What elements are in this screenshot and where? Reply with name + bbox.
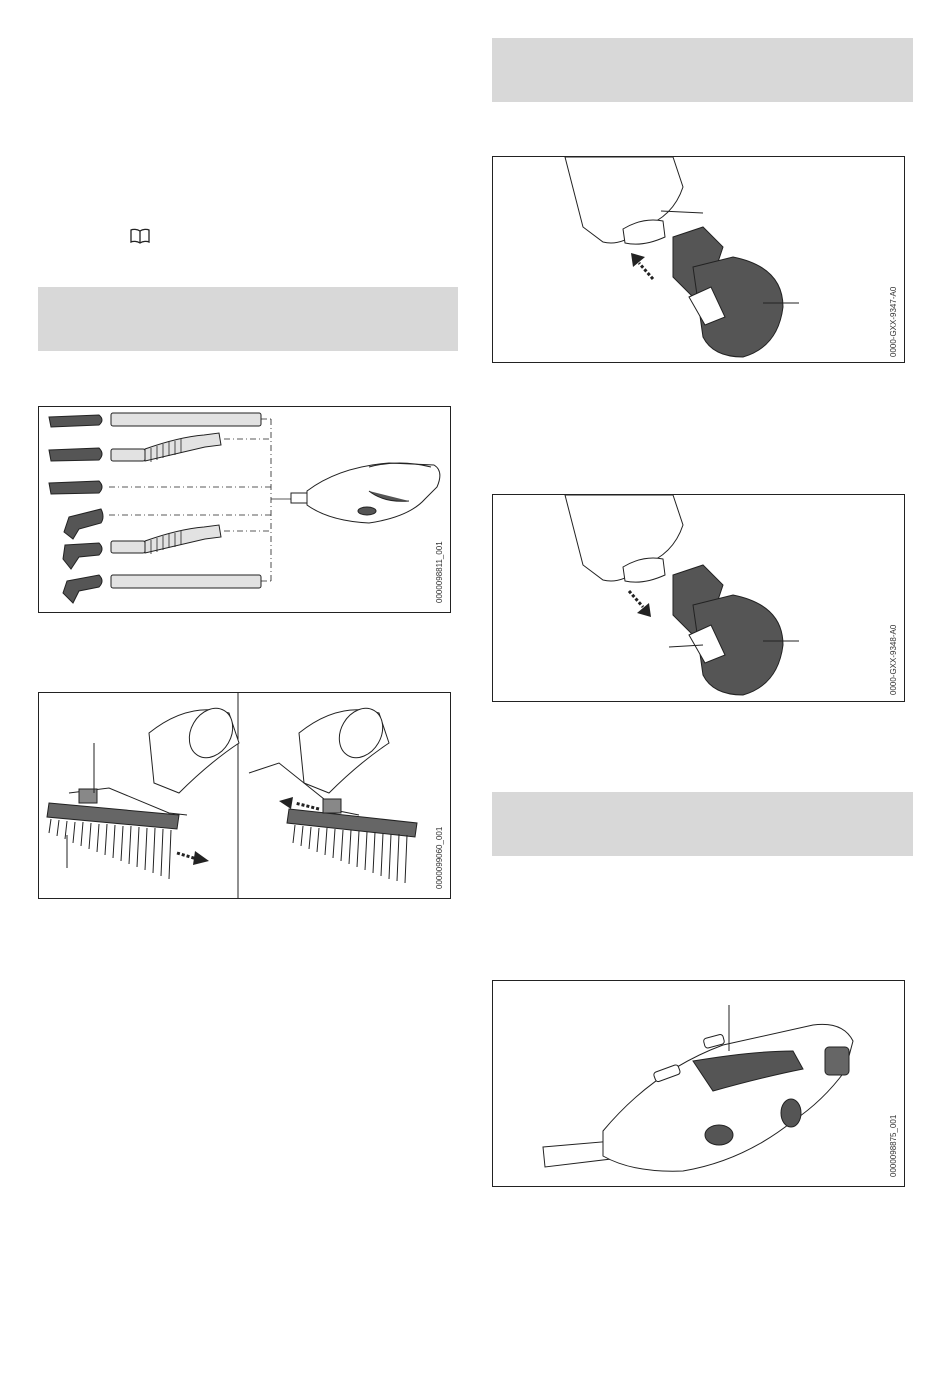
section-heading-band [492,792,913,856]
battery-remove-illustration [493,495,904,701]
figure-code: 0000-GXX-9348-A0 [889,624,898,695]
book-icon [130,228,150,244]
figure-code: 0000-GXX-9347-A0 [889,286,898,357]
brush-figure [38,692,451,899]
section-heading-band [492,38,913,102]
brush-attach-illustration [39,693,450,898]
accessories-figure [38,406,451,613]
section-heading-band [38,287,458,351]
vacuum-figure [492,980,905,1187]
battery-insert-figure [492,156,905,363]
battery-remove-figure [492,494,905,702]
battery-insert-illustration [493,157,904,362]
accessory-overview-illustration [39,407,450,612]
figure-code: 0000099060_001 [435,826,444,889]
vacuum-switch-illustration [493,981,904,1186]
figure-code: 0000098811_001 [435,541,444,603]
figure-code: 0000098875_001 [889,1114,898,1177]
